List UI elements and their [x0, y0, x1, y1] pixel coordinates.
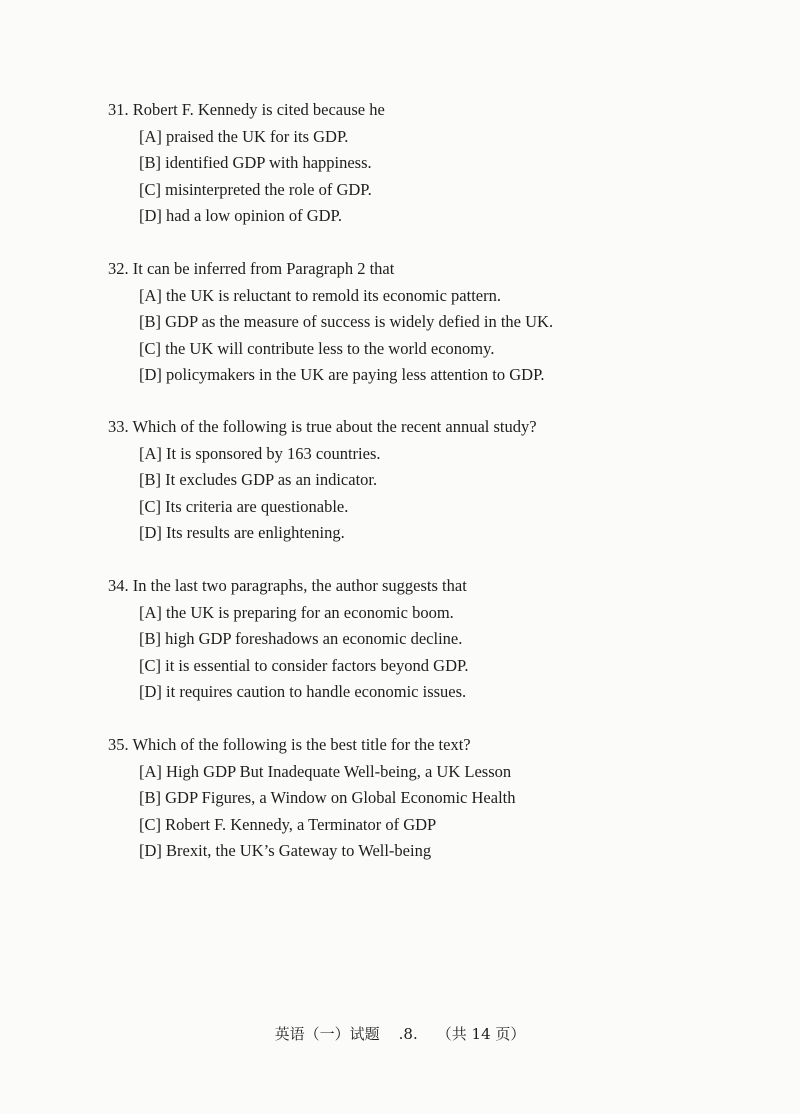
- option-a: [A] the UK is preparing for an economic boom.: [139, 602, 454, 622]
- option-b: [B] high GDP foreshadows an economic decline.: [139, 629, 463, 648]
- option-c: [C] it is essential to consider factors beyond GDP.: [139, 655, 469, 675]
- page-footer: 英语（一）试题 .8. （共 14 页）: [274, 1025, 526, 1043]
- question-stem: 33. Which of the following is true about the recent annual study?: [108, 417, 537, 436]
- question-33: [108, 414, 768, 547]
- option-a: [A] It is sponsored by 163 countries.: [139, 443, 381, 463]
- option-list: [108, 600, 768, 706]
- option-c: [C] Its criteria are questionable.: [139, 496, 349, 516]
- option-d: [D] it requires caution to handle economic issues.: [139, 682, 467, 701]
- option-c: [C] misinterpreted the role of GDP.: [139, 179, 372, 199]
- question-stem: 32. It can be inferred from Paragraph 2 that: [108, 259, 395, 278]
- question-stem: 35. Which of the following is the best title for the text?: [108, 735, 471, 754]
- question-32: [108, 256, 768, 389]
- option-b: [B] It excludes GDP as an indicator.: [139, 470, 378, 489]
- option-d: [D] Its results are enlightening.: [139, 523, 345, 542]
- option-list: [108, 759, 768, 865]
- option-a: [A] the UK is reluctant to remold its economic pattern.: [139, 285, 501, 305]
- option-d: [D] had a low opinion of GDP.: [139, 206, 343, 225]
- option-b: [B] identified GDP with happiness.: [139, 153, 372, 172]
- question-31: [108, 97, 768, 230]
- option-list: [108, 283, 768, 389]
- option-d: [D] Brexit, the UK’s Gateway to Well-being: [139, 841, 432, 860]
- option-a: [A] High GDP But Inadequate Well-being, a UK Lesson: [139, 761, 512, 781]
- question-35: [108, 732, 768, 865]
- option-b: [B] GDP as the measure of success is widely defied in the UK.: [139, 312, 554, 331]
- question-stem: 31. Robert F. Kennedy is cited because he: [108, 100, 385, 119]
- option-list: [108, 124, 768, 230]
- question-34: [108, 573, 768, 706]
- option-d: [D] policymakers in the UK are paying less attention to GDP.: [139, 365, 545, 384]
- option-b: [B] GDP Figures, a Window on Global Economic Health: [139, 788, 516, 807]
- option-a: [A] praised the UK for its GDP.: [139, 126, 349, 146]
- option-list: [108, 441, 768, 547]
- option-c: [C] the UK will contribute less to the world economy.: [139, 338, 495, 358]
- question-stem: 34. In the last two paragraphs, the author suggests that: [108, 576, 467, 595]
- option-c: [C] Robert F. Kennedy, a Terminator of GDP: [139, 814, 437, 834]
